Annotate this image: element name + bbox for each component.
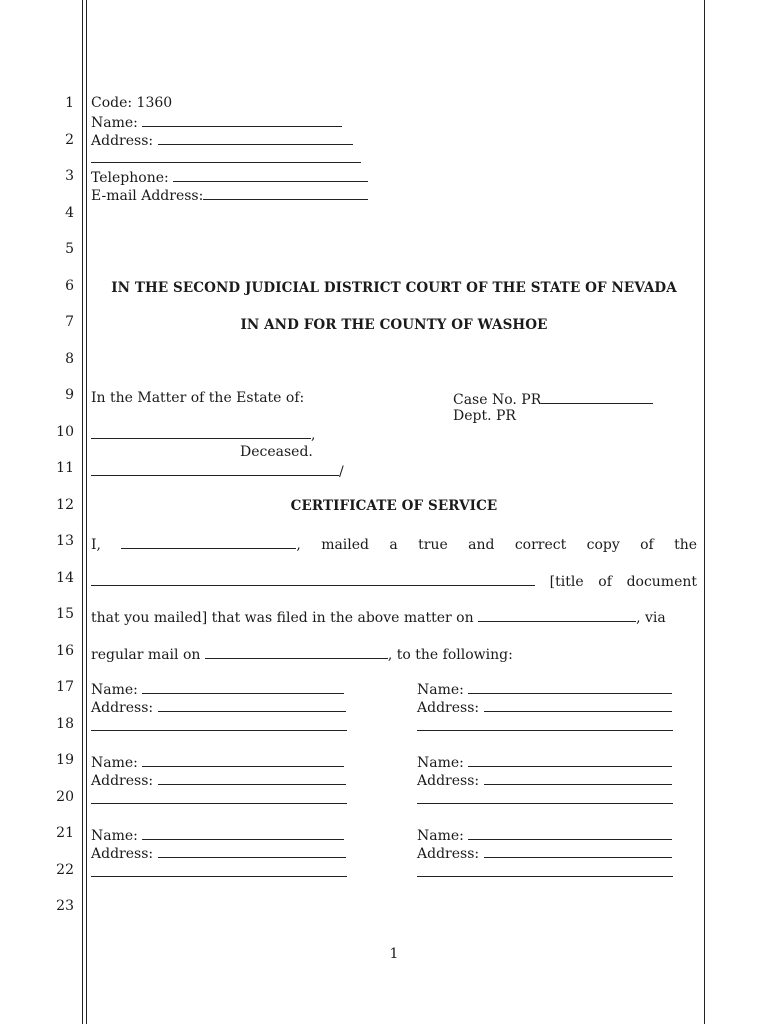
- document-title-blank[interactable]: [91, 571, 535, 586]
- court-heading-line-2: IN AND FOR THE COUNTY OF WASHOE: [240, 317, 548, 333]
- case-number-blank[interactable]: [541, 389, 653, 404]
- recipient-name-field: [91, 825, 344, 845]
- body-regular-mail-text: regular mail on: [91, 647, 201, 663]
- recipient-address-field: [91, 770, 346, 790]
- line-number: 13: [56, 533, 74, 549]
- address-line-2-blank[interactable]: [91, 162, 361, 163]
- recipient-name-label: Name:: [417, 828, 464, 844]
- court-heading-line-1: IN THE SECOND JUDICIAL DISTRICT COURT OF THE STATE OF NEVADA: [111, 280, 677, 296]
- line-number: 9: [65, 387, 74, 403]
- recipient-address-blank[interactable]: [158, 697, 346, 712]
- address-label: Address:: [91, 133, 154, 149]
- body-document-word: document: [626, 574, 698, 590]
- name-label: Name:: [91, 115, 138, 131]
- recipient-address-blank[interactable]: [484, 697, 672, 712]
- caption-slash: /: [339, 464, 344, 480]
- deceased-label: Deceased.: [240, 444, 313, 460]
- filed-date-blank[interactable]: [478, 607, 636, 622]
- line-number: 15: [56, 606, 74, 622]
- body-mailed: mailed: [321, 537, 370, 553]
- line-number: 1: [65, 95, 74, 111]
- left-margin-rule-inner: [86, 0, 87, 1024]
- line-number: 11: [56, 460, 74, 476]
- decedent-name-field: [91, 424, 315, 444]
- right-margin-rule: [704, 0, 705, 1024]
- page-number: 1: [389, 946, 399, 962]
- body-a: a: [389, 537, 398, 553]
- body-line-13: [91, 534, 697, 554]
- case-number-field: [453, 389, 653, 409]
- recipient-name-blank[interactable]: [468, 752, 672, 767]
- telephone-blank[interactable]: [173, 167, 368, 182]
- recipient-name-field: [91, 679, 344, 699]
- body-of: of: [640, 537, 654, 553]
- address-blank[interactable]: [158, 130, 353, 145]
- name-blank[interactable]: [142, 112, 342, 127]
- recipient-name-label: Name:: [91, 828, 138, 844]
- recipient-name-blank[interactable]: [468, 825, 672, 840]
- line-number: 14: [56, 569, 74, 586]
- body-true: true: [418, 537, 448, 553]
- email-label: E-mail Address:: [91, 188, 204, 204]
- code-label: Code: 1360: [91, 95, 173, 111]
- body-line-14: [91, 571, 697, 591]
- recipient-address-label: Address:: [417, 700, 480, 716]
- line-number: 6: [65, 277, 74, 294]
- recipient-address-field: [91, 843, 346, 863]
- line-number: 19: [56, 752, 74, 768]
- recipient-address-label: Address:: [417, 846, 480, 862]
- recipient-address-blank[interactable]: [484, 770, 672, 785]
- recipient-address-line-2-blank[interactable]: [91, 876, 347, 877]
- recipient-address-blank[interactable]: [158, 770, 346, 785]
- recipient-name-field: [91, 752, 344, 772]
- telephone-field: [91, 167, 368, 187]
- body-of-word: of: [598, 574, 612, 590]
- line-number: 21: [56, 825, 74, 841]
- body-i: I,: [91, 537, 101, 553]
- recipient-address-line-2-blank[interactable]: [417, 803, 673, 804]
- recipient-address-line-2-blank[interactable]: [417, 876, 673, 877]
- line-number: 17: [56, 679, 74, 695]
- line-number: 8: [65, 350, 74, 367]
- line-number: 12: [56, 496, 74, 513]
- body-comma: ,: [296, 537, 301, 553]
- line-number: 2: [65, 131, 74, 148]
- recipient-address-blank[interactable]: [484, 843, 672, 858]
- recipient-address-field: [91, 697, 346, 717]
- body-line-16: [91, 644, 513, 664]
- line-number: 4: [65, 204, 74, 221]
- line-number: 16: [56, 642, 74, 659]
- body-and: and: [468, 537, 495, 553]
- server-name-blank[interactable]: [121, 534, 296, 549]
- attorney-address-field: [91, 130, 353, 150]
- document-title: CERTIFICATE OF SERVICE: [290, 498, 498, 514]
- line-number: 20: [56, 788, 74, 805]
- left-margin-rule-outer: [82, 0, 83, 1024]
- recipient-name-blank[interactable]: [142, 679, 344, 694]
- body-correct: correct: [514, 537, 567, 553]
- telephone-label: Telephone:: [91, 170, 169, 186]
- caption-closing-blank: [91, 461, 339, 476]
- case-number-label: Case No. PR: [453, 392, 542, 408]
- recipient-name-blank[interactable]: [468, 679, 672, 694]
- mailing-date-blank[interactable]: [205, 644, 388, 659]
- recipient-name-label: Name:: [417, 755, 464, 771]
- recipient-address-field: [417, 770, 672, 790]
- recipient-address-line-2-blank[interactable]: [417, 730, 673, 731]
- body-via-text: , via: [636, 610, 666, 626]
- recipient-name-label: Name:: [417, 682, 464, 698]
- recipient-address-label: Address:: [91, 846, 154, 862]
- recipient-name-label: Name:: [91, 755, 138, 771]
- recipient-address-label: Address:: [91, 700, 154, 716]
- decedent-name-blank[interactable]: [91, 424, 311, 439]
- line-number: 7: [65, 314, 74, 330]
- dept-label: Dept. PR: [453, 408, 516, 424]
- body-line-15: [91, 607, 666, 627]
- recipient-name-field: [417, 752, 672, 772]
- line-number: 3: [65, 168, 74, 184]
- body-title-word: [title: [549, 574, 584, 590]
- attorney-name-field: [91, 112, 342, 132]
- line-number: 23: [56, 898, 74, 914]
- decedent-comma: ,: [311, 427, 316, 443]
- recipient-address-blank[interactable]: [158, 843, 346, 858]
- recipient-address-line-2-blank[interactable]: [91, 730, 347, 731]
- recipient-address-field: [417, 697, 672, 717]
- recipient-name-field: [417, 825, 672, 845]
- recipient-address-label: Address:: [417, 773, 480, 789]
- recipient-name-field: [417, 679, 672, 699]
- line-number: 18: [56, 715, 74, 732]
- estate-of-label: In the Matter of the Estate of:: [91, 390, 305, 406]
- recipient-name-label: Name:: [91, 682, 138, 698]
- email-field: [91, 185, 368, 205]
- line-number: 10: [56, 423, 74, 440]
- email-blank[interactable]: [203, 185, 368, 200]
- body-copy: copy: [586, 537, 620, 553]
- recipient-address-label: Address:: [91, 773, 154, 789]
- body-the: the: [674, 537, 698, 553]
- recipient-address-field: [417, 843, 672, 863]
- body-filed-text: that you mailed] that was filed in the above matter on: [91, 610, 474, 626]
- body-following-text: , to the following:: [387, 647, 513, 663]
- line-number: 5: [65, 241, 74, 257]
- line-number: 22: [56, 861, 74, 878]
- recipient-name-blank[interactable]: [142, 752, 344, 767]
- recipient-name-blank[interactable]: [142, 825, 344, 840]
- caption-closing-line: [91, 461, 344, 481]
- recipient-address-line-2-blank[interactable]: [91, 803, 347, 804]
